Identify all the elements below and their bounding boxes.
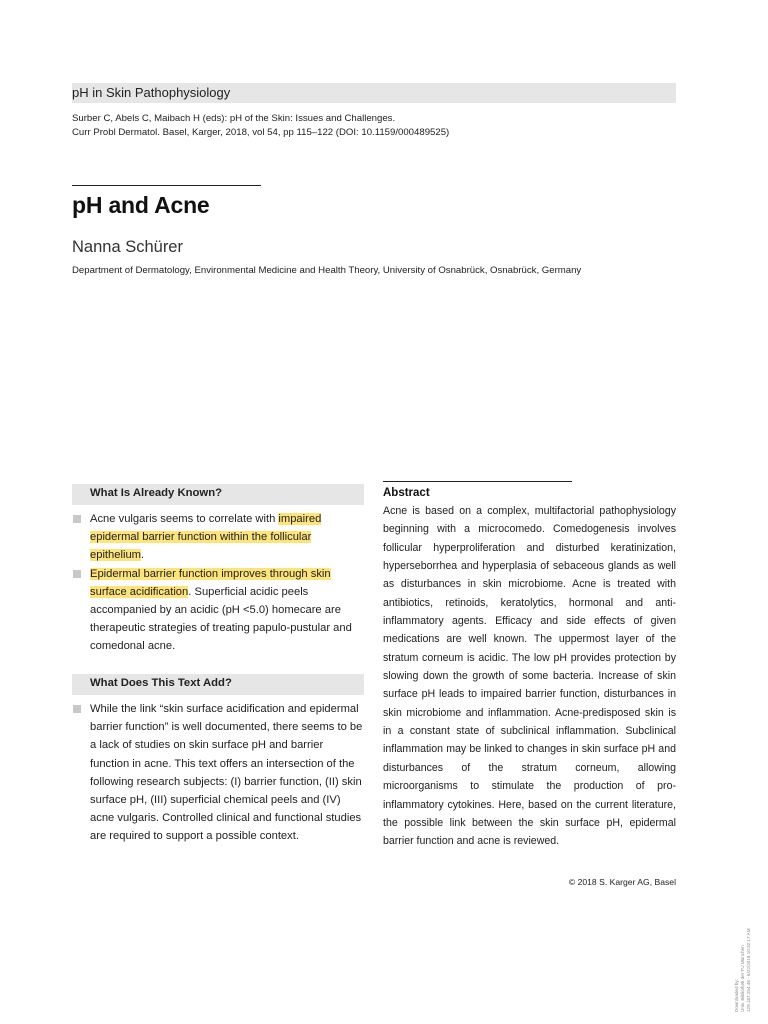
citation-line-1: Surber C, Abels C, Maibach H (eds): pH of the Skin: Issues and Challenges. <box>72 113 396 124</box>
watermark-line-2: Univ. Bibliothek der TU München <box>740 945 745 1012</box>
section-title: pH in Skin Pathophysiology <box>72 85 231 100</box>
known-item-2-highlight: Epidermal barrier function improves through skin surface acidification <box>90 567 331 598</box>
adds-box-list <box>72 700 364 846</box>
author-name: Nanna Schürer <box>72 238 183 256</box>
section-header-bar <box>72 83 676 103</box>
citation <box>72 112 676 139</box>
adds-box-heading <box>72 674 364 695</box>
known-box-heading <box>72 484 364 505</box>
copyright-notice: © 2018 S. Karger AG, Basel <box>568 877 676 887</box>
adds-item-1-text: While the link “skin surface acidification and epidermal barrier function” is well documented, there seems to be a lack of studies on skin surface pH and barrier function in acne. This text offers an intersection of the following research subjects: (I) barrier function, (II) skin surface pH, (III) superficial chemical peels and (IV) acne vulgaris. Controlled clinical and functional studies are required to support a possible context. <box>90 703 363 843</box>
known-item-2-text: . Superficial acidic peels accompanied by an acidic (pH <5.0) homecare are therapeutic strategies of treating papulo-pustular and comedonal acne. <box>90 585 352 653</box>
list-item <box>72 510 364 565</box>
abstract-rule <box>383 481 572 482</box>
square-bullet-icon <box>73 515 81 523</box>
known-item-1-highlight: impaired epidermal barrier function within the follicular epithelium <box>90 513 322 562</box>
list-item <box>72 565 364 656</box>
abstract-body: Acne is based on a complex, multifactorial pathophysiology beginning with a microcomedo. Comedogenesis involves follicular hyperproliferation and disturbed keratinization, hyperseborrhea and hyperplasia of sebaceous glands as well as disturbances in skin microbiome. Acne is treated with antibiotics, retinoids, keratolytics, hormonal and anti-inflammatory agents. Efficacy and side effects of given medications are well known. The uppermost layer of the stratum corneum is acidic. The low pH provides protection by slowing down the growth of some bacteria. Increase of skin surface pH leads to impaired barrier function, disturbances in skin microbiome and inflammation. Acne-predisposed skin is in a constant state of subclinical inflammation. Subclinical inflammation may be linked to changes in skin surface pH and disturbances of the stratum corneum, allowing microorganisms to stimulate the production of pro-inflammatory cytokines. Here, based on the current literature, the possible link between the skin surface pH, epidermal barrier function and acne is reviewed. <box>383 505 676 848</box>
known-box-list <box>72 510 364 656</box>
watermark-line-3: 129.187.254.46 - 6/22/2018 10:32:17 AM <box>746 928 751 1012</box>
known-box-heading-label: What Is Already Known? <box>90 487 223 499</box>
square-bullet-icon <box>73 705 81 713</box>
watermark-line-1: Downloaded by: <box>734 979 739 1012</box>
article-title: pH and Acne <box>72 192 210 218</box>
title-rule <box>72 185 261 186</box>
download-watermark <box>734 882 752 1012</box>
adds-box-heading-label: What Does This Text Add? <box>90 677 232 689</box>
list-item <box>72 700 364 846</box>
citation-line-2: Curr Probl Dermatol. Basel, Karger, 2018, vol 54, pp 115–122 (DOI: 10.1159/000489525) <box>72 126 450 138</box>
square-bullet-icon <box>73 570 81 578</box>
author-affiliation: Department of Dermatology, Environmental Medicine and Health Theory, University of Osnabrück, Osnabrück, Germany <box>72 265 582 276</box>
known-item-1-text: Acne vulgaris seems to correlate with <box>90 513 279 525</box>
known-item-1-end: . <box>141 549 145 562</box>
abstract-heading: Abstract <box>383 487 430 499</box>
